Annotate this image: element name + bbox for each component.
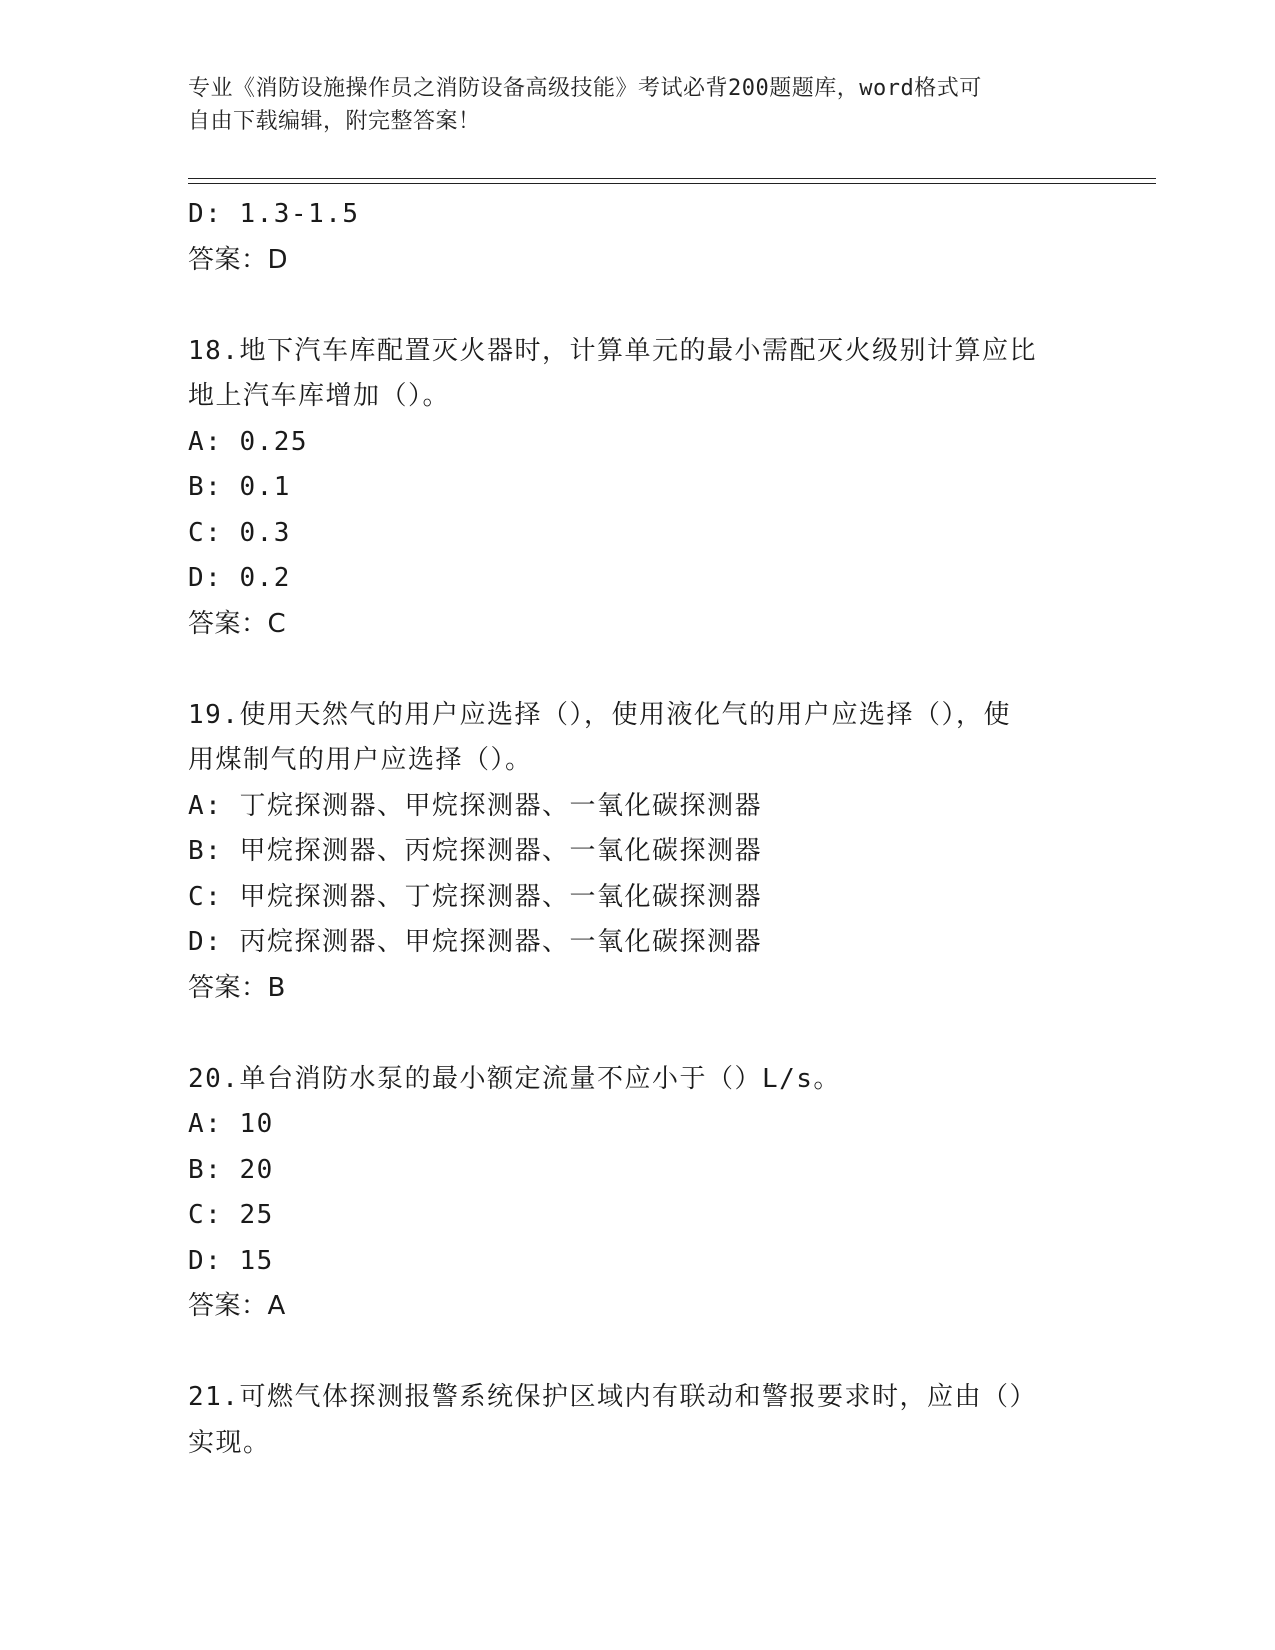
question-18 bbox=[188, 329, 1088, 648]
option-b: B: 20 bbox=[188, 1154, 274, 1185]
answer-line: 答案：A bbox=[188, 1291, 286, 1321]
header-line-2: 自由下载编辑，附完整答案！ bbox=[188, 109, 481, 134]
question-21 bbox=[188, 1375, 1088, 1466]
option-d: D: 0.2 bbox=[188, 563, 291, 593]
question-text-line: 用煤制气的用户应选择（）。 bbox=[188, 745, 533, 775]
option-d: D: 15 bbox=[188, 1245, 274, 1276]
spacer bbox=[188, 1011, 1088, 1057]
option-a: A: 10 bbox=[188, 1109, 274, 1139]
answer-line: 答案：B bbox=[188, 972, 286, 1003]
option-b: B: 甲烷探测器、丙烷探测器、一氧化碳探测器 bbox=[188, 836, 762, 866]
question-text-line: 20.单台消防水泵的最小额定流量不应小于（）L/s。 bbox=[188, 1063, 841, 1094]
question-text-line: 19.使用天然气的用户应选择（），使用液化气的用户应选择（），使 bbox=[188, 699, 1011, 730]
option-c: C: 25 bbox=[188, 1200, 274, 1230]
spacer bbox=[188, 1330, 1088, 1376]
spacer bbox=[188, 283, 1088, 329]
option-c: C: 0.3 bbox=[188, 517, 291, 548]
option-a: A: 0.25 bbox=[188, 426, 309, 457]
header-divider-bottom bbox=[188, 183, 1156, 184]
question-text-line: 21.可燃气体探测报警系统保护区域内有联动和警报要求时，应由（） bbox=[188, 1382, 1037, 1412]
question-20 bbox=[188, 1057, 1088, 1330]
spacer bbox=[188, 647, 1088, 693]
question-list bbox=[188, 192, 1088, 1466]
option-d: D: 1.3-1.5 bbox=[188, 199, 360, 229]
option-a: A: 丁烷探测器、甲烷探测器、一氧化碳探测器 bbox=[188, 790, 762, 821]
answer-line: 答案：D bbox=[188, 244, 289, 275]
header-line-1: 专业《消防设施操作员之消防设备高级技能》考试必背200题题库，word格式可 bbox=[188, 76, 982, 101]
option-b: B: 0.1 bbox=[188, 472, 291, 502]
page-header bbox=[188, 72, 1088, 138]
question-text-line: 地上汽车库增加（）。 bbox=[188, 381, 451, 411]
option-d: D: 丙烷探测器、甲烷探测器、一氧化碳探测器 bbox=[188, 927, 762, 957]
question-text-line: 实现。 bbox=[188, 1427, 271, 1458]
header-divider-top bbox=[188, 178, 1156, 179]
question-19 bbox=[188, 693, 1088, 1012]
question-text-line: 18.地下汽车库配置灭火器时，计算单元的最小需配灭火级别计算应比 bbox=[188, 335, 1037, 366]
answer-line: 答案：C bbox=[188, 608, 287, 639]
option-c: C: 甲烷探测器、丁烷探测器、一氧化碳探测器 bbox=[188, 881, 762, 912]
